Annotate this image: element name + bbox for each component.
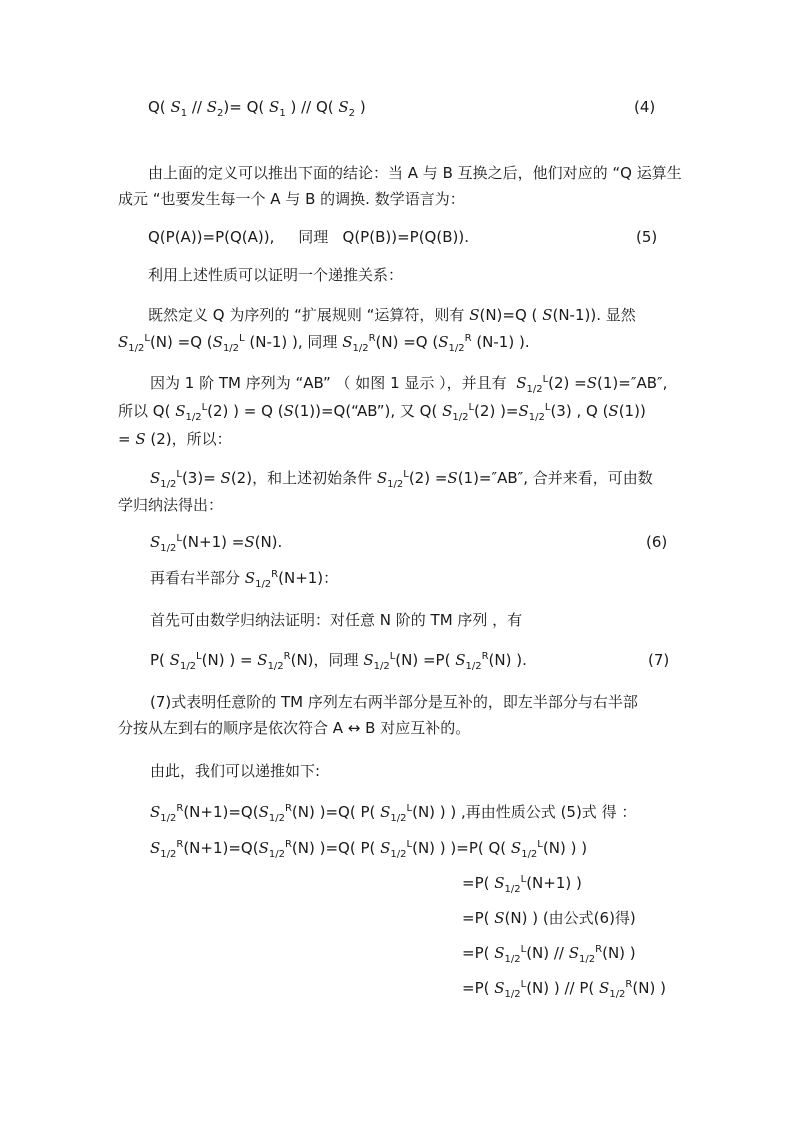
paragraph-line: $S_{1/2}^L(3)= S(2)$，和上述初始条件 $S_{1/2}^L(2) =S(1)=''AB''$, 合并来看，可由数: [150, 469, 653, 490]
paragraph-line: 再看右半部分 $S_{1/2}^R(N+1)$：: [150, 569, 339, 590]
equation-number-6: (6): [646, 533, 668, 551]
paragraph-line: 利用上述性质可以证明一个递推关系：: [148, 266, 404, 284]
paragraph-line: (7)式表明任意阶的 TM 序列左右两半部分是互补的，即左半部分与右半部: [150, 693, 638, 711]
paragraph-line: 因为 1 阶 TM 序列为 “AB” （ 如图 1 显示 ），并且有 $S_{1/2}^L(2) =S(1)=''AB''$,: [150, 374, 668, 395]
equation-5: Q(P(A))=P(Q(A)), 同理 Q(P(B))=P(Q(B)).: [148, 228, 469, 246]
paragraph-line: 由上面的定义可以推出下面的结论：当 A 与 B 互换之后，他们对应的 “Q 运算生: [148, 164, 682, 182]
equation-number-5: (5): [636, 228, 658, 246]
paragraph-line: $S_{1/2}^L(N) =Q$ ($S_{1/2}^L$ (N-1) ), 同理 $S_{1/2}^R(N) =Q$ ($S_{1/2}^R$ (N-1) ).: [118, 333, 530, 354]
paragraph-line: = S (2)，所以：: [118, 430, 232, 448]
derivation-line: $S_{1/2}^R(N+1)=Q(S_{1/2}^R(N)$ )=Q( P( $S_{1/2}^L(N)$ ) )=P( Q( $S_{1/2}^L(N)$ ) ): [150, 839, 588, 860]
equation-7: P( $S_{1/2}^L(N)$ ) = $S_{1/2}^R(N)$，同理 $S_{1/2}^L(N) =P$( $S_{1/2}^R(N)$ ).: [150, 651, 527, 672]
derivation-line: $S_{1/2}^R(N+1)=Q(S_{1/2}^R(N)$ )=Q( P( $S_{1/2}^L(N)$ ) ) ,再由性质公式 (5)式 得 ：: [150, 803, 637, 824]
paragraph-line: 学归纳法得出：: [118, 496, 224, 514]
equation-6: $S_{1/2}^L(N+1) =S(N)$.: [150, 533, 283, 554]
paragraph-line: 分按从左到右的顺序是依次符合 A ↔ B 对应互补的。: [118, 719, 471, 737]
derivation-line: =P( $S_{1/2}^L(N+1)$ ): [462, 874, 582, 895]
equation-4: Q( $S_1 // S_2)= Q$( $S_1$ ) // Q( $S_2$ ): [148, 98, 366, 119]
paragraph-line: 既然定义 Q 为序列的 “扩展规则 “运算符，则有 S(N)=Q ( S(N-1)). 显然: [148, 306, 636, 324]
paragraph-line: 首先可由数学归纳法证明：对任意 N 阶的 TM 序列 ，有: [150, 611, 523, 629]
equation-number-7: (7): [648, 651, 670, 669]
derivation-line: =P( $S_{1/2}^L(N)$ ) // P( $S_{1/2}^R(N)$ ): [462, 979, 666, 1000]
paragraph-line: 成元 “也要发生每一个 A 与 B 的调换. 数学语言为：: [118, 190, 465, 208]
derivation-line: =P( S(N) ) (由公式(6)得): [462, 909, 636, 927]
paragraph-line: 所以 Q( $S_{1/2}^L(2)$ ) = Q (S(1))=Q(“AB”), 又 Q( $S_{1/2}^L(2)$ )$=S_{1/2}^L(3)$ , Q (S(1)): [118, 402, 646, 423]
equation-number-4: (4): [634, 98, 656, 116]
paragraph-line: 由此，我们可以递推如下:: [150, 762, 321, 780]
derivation-line: =P( $S_{1/2}^L(N) // S_{1/2}^R(N)$ ): [462, 944, 636, 965]
